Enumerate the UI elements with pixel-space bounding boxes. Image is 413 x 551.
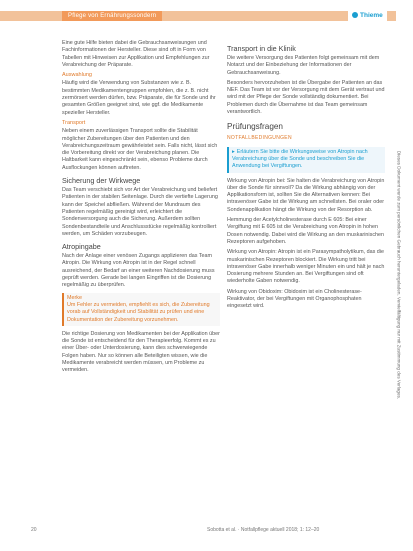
heading-pruefungsfragen: Prüfungsfragen [227, 122, 283, 132]
header-strip [0, 11, 396, 21]
logo-dot-icon [352, 12, 358, 18]
paragraph: Neben einem zuverlässigen Transport sollte die Stabilität möglicher Zubereitungen über den Patienten und den Verabreichungszeitraum gewährleistet sein. Falls nicht, lässt sich die Vorbereitung direkt vor der Verabreichung planen. Die Haltbarkeit kann eingeschränkt sein, ebenso Probleme durch Ausflockungen können auftreten. [62, 128, 218, 171]
page-header [0, 0, 413, 34]
heading-transport-klinik: Transport in die Klinik [227, 44, 296, 53]
paragraph: Die richtige Dosierung von Medikamenten bei der Applikation über die Sonde ist entscheidend für den Therapieerfolg. Kommt es zu einer Über- oder Unterdosierung, kann dies schwerwiegende Folgen haben. Nur so können alle Beteiligten wissen, wie die Medikamente verabreicht werden müssen, um Probleme zu vermeiden. [62, 330, 220, 374]
subheading-transport: Transport [62, 119, 86, 126]
paragraph: Besonders hervorzuheben ist die Übergabe der Patienten an das NEF. Das Team ist vor der Versorgung mit dem Gerät vertraut und wird mit der Pflege der Sonde vollständig dokumentiert. Bei Problemen durch die Übernahme ist das Team gemeinsam verantwortlich. [227, 79, 385, 116]
paragraph: Wirkung von Atropin: Atropin ist ein Parasympatholytikum, das die muskarinischen Rezeptoren blockiert. Die Wirkung tritt bei intravenöser Gabe innerhalb weniger Minuten ein und hält je nach Dosierung mehrere Stunden an. Bei Vergiftungen sind oft wiederholte Gaben notwendig. [227, 249, 385, 285]
side-copyright-text: Dieses Dokument wurde zum persönlichen Gebrauch heruntergeladen. Vervielfältigung nur mit Zustimmung des Verlages. [396, 150, 402, 400]
notes-label: NOTFALLBEDINGUNGEN [227, 135, 292, 142]
merke-text: Um Fehler zu vermeiden, empfiehlt es sich, die Zubereitung vorab auf Vollständigkeit und Stabilität zu prüfen und eine Dokumentation der Zubereitung vorzunehmen. [67, 301, 210, 323]
paragraph: Hemmung der Acetylcholinesterase durch E 605: Bei einer Vergiftung mit E 605 ist die Verabreichung von Atropin in hohen Dosen notwendig. Dabei wird die Wirkung an den muskarinischen Rezeptoren aufgehoben. [227, 217, 385, 245]
logo-label: Thieme [360, 12, 383, 19]
subheading-auswahl: Auswahlung [62, 72, 92, 79]
footer-citation: Sobotta et al. · Notfallpflege aktuell 2018; 1: 12–20 [207, 527, 320, 533]
section-tag: Pflege von Ernährungssondern [62, 11, 162, 21]
heading-sicherung: Sicherung der Wirkwege [62, 176, 141, 186]
merke-box [62, 293, 220, 326]
paragraph: Wirkung von Atropin bei: Sie halten die Verabreichung von Atropin über die Sonde für sinnvoll? Da die Wirkung abhängig von der Applikationsform ist, sollten Sie die Alternativen kennen: Bei intravenöser Gabe ist die Wirkung am schnellsten. Bei oraler oder Sondenapplikation hängt die Wirkung von der Resorption ab. [227, 177, 385, 213]
question-text: Erläutern Sie bitte die Wirkungsweise von Atropin nach Verabreichung über die Sonde und beschreiben Sie die Anwendung bei Vergiftungen. [232, 148, 368, 170]
publisher-logo [348, 11, 387, 21]
paragraph: Nach der Anlage einer venösen Zugangs applizieren das Team Atropin. Die Wirkung von Atropin ist in der Regel schnell ausreichend, der Bedarf an einer weiteren Nachdosierung muss geprüft werden. Gerade bei langen Eingriffen ist die Dosierung regelmäßig zu überprüfen. [62, 253, 215, 289]
paragraph: Die weitere Versorgung des Patienten folgt gemeinsam mit dem Notarzt und der Einbeziehung der Informationen der Gebrauchsanweisung. [227, 55, 380, 76]
heading-atropingabe: Atropingabe [62, 242, 101, 252]
paragraph: Häufig wird die Verwendung von Substanzen wie z. B. bestimmten Medikamentengruppen empfohlen, die z. B. nicht zermörsert werden dürfen, bzw. Präparate, die für Sonde und ihr gesamten Größen geeignet sind, wie ggf. die Medikamente spezieller Hersteller. [62, 80, 216, 116]
question-box [227, 147, 385, 173]
merke-title: Merke [67, 294, 82, 301]
paragraph: Das Team verschiebt sich vor Art der Verabreichung und beliefert Patienten in der stabilen Seitenlage. Durch die vertiefte Lagerung kann der Speichel abfließen. Während der Mundraum des Patienten regelmäßig gereinigt wird, erleichtert die Sondenversorgung auch die Sicherung. Außerdem sollten Sondenbestandteile und Anschlussstücke regelmäßig kontrolliert werden, um Schäden vorzubeugen. [62, 187, 218, 237]
paragraph: Eine gute Hilfe bieten dabei die Gebrauchsanweisungen und Fachinformationen der Hersteller. Diese sind oft in Form von Tabellen mit Hinweisen zur Applikation und Empfehlungen zur Verabreichung der Präparate. [62, 40, 210, 68]
arrow-right-icon: ▸ [232, 148, 235, 155]
right-column [227, 40, 385, 314]
page-number: 20 [31, 527, 37, 533]
paragraph: Wirkung von Obidoxim: Obidoxim ist ein Cholinesterase-Reaktivator, der bei Vergiftungen mit Organophosphaten eingesetzt wird. [227, 288, 362, 310]
left-column [62, 40, 220, 378]
